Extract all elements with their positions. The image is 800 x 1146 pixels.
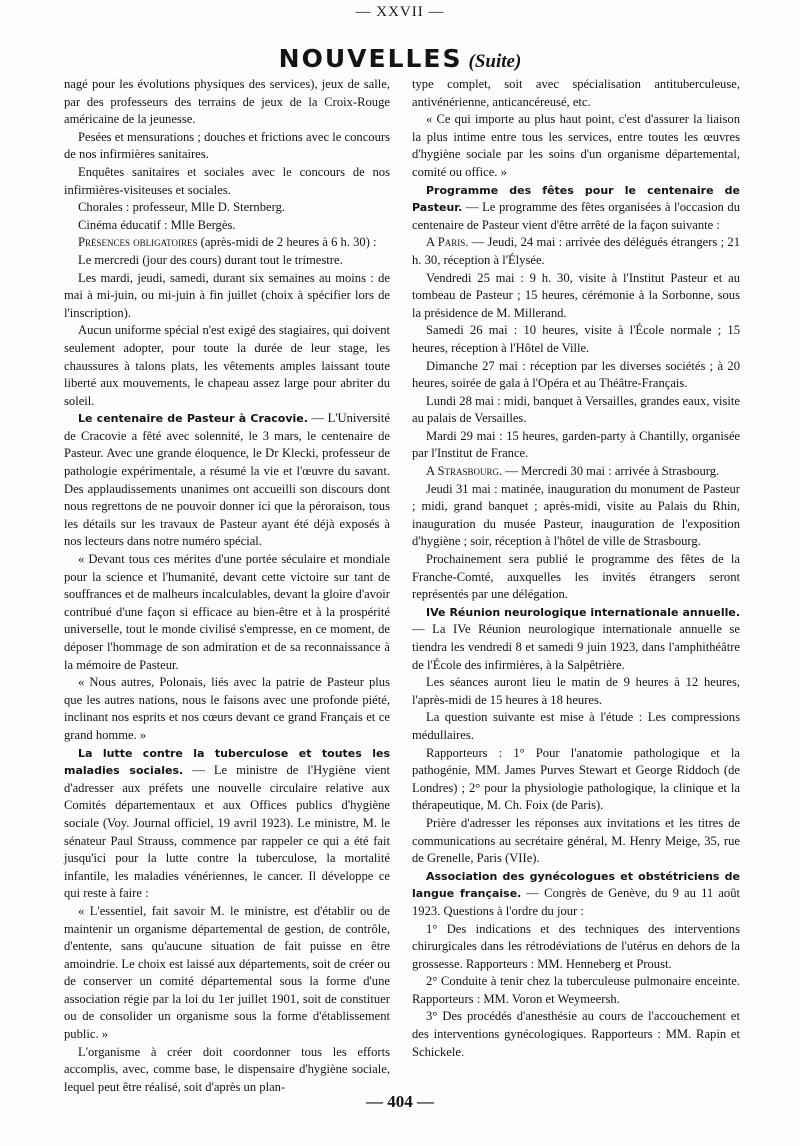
paragraph: Rapporteurs : 1° Pour l'anatomie pathologique et la pathogénie, MM. James Purves Stewart et George Riddoch (de Londres) ; 2° pour la physiologie pathologique, la clinique et la thérapeutique, M. Ch. Foix (de Paris). (412, 745, 740, 813)
news-item-text: — Le programme des fêtes organisées à l'occasion du centenaire de Pasteur vient d'être arrêté de la façon suivante : (412, 200, 740, 232)
paragraph: Prochainement sera publié le programme des fêtes de la Franche-Comté, auxquelles les invités étrangers seront représentés par une délégation. (412, 552, 740, 602)
paragraph: Les mardi, jeudi, samedi, durant six semaines au moins : de mai à mi-juin, ou mi-juin à fin juillet (choix à spécifier lors de l'inscription). (64, 270, 390, 320)
news-item-text: — La IVe Réunion neurologique internationale annuelle se tiendra les vendredi 8 et samedi 9 juin 1923, dans l'amphithéâtre de l'École des infirmières, à la Salpêtrière. (412, 622, 740, 672)
paragraph: Chorales : professeur, Mlle D. Sternberg. (78, 200, 286, 215)
news-item (64, 745, 390, 903)
paragraph: Dimanche 27 mai : réception par les diverses sociétés ; à 20 heures, soirée de gala à l'Opéra et au Théâtre-Français. (412, 358, 740, 391)
paragraph: Mardi 29 mai : 15 heures, garden-party à Chantilly, organisée par l'Institut de France. (412, 428, 740, 461)
section-title (0, 44, 800, 78)
news-item-text: — Le ministre de l'Hygiène vient d'adresser aux préfets une nouvelle circulaire relative aux Comités départementaux et aux Offices publics d'hygiène sociale (Voy. Journal officiel, 19 avril 1923). Le ministre, M. le sénateur Paul Strauss, commence par rappeler ce qui a été fait jusqu'ici pour la lutte contre la tuberculose, la mortalité infantile, les maladies vénériennes, le cancer. Il développe ce qui reste à faire : (64, 763, 390, 901)
inline-heading: Présences obligatoires (78, 235, 198, 250)
paragraph: Vendredi 25 mai : 9 h. 30, visite à l'Institut Pasteur et au tombeau de Pasteur ; 15 heures, cérémonie à la Sorbonne, sous la présidence de M. Millerand. (412, 270, 740, 320)
paragraph (412, 463, 740, 481)
quote-paragraph: « Devant tous ces mérites d'une portée séculaire et mondiale pour la science et l'humanité, devant cette victoire sur tant de souffrances et de malheurs incalculables, devant la gloire d'avoir contribué d'une façon si efficace au bien-être et à la prospérité universelle, tout le monde civilisé s'empresse, en ce moment, de déposer l'hommage de son admiration et de sa reconnaissance à la mémoire de Pasteur. (64, 552, 390, 672)
news-item-heading: Association des gynécologues et obstétriciens de langue française. (412, 869, 740, 901)
paragraph: type complet, soit avec spécialisation antituberculeuse, antivénérienne, anticancéreusé, etc. (412, 77, 740, 109)
news-item-heading: Le centenaire de Pasteur à Cracovie. (78, 412, 308, 426)
paragraph: Pesées et mensurations ; douches et frictions avec le concours de nos infirmières sanitaires. (64, 129, 390, 162)
paragraph-text: — Jeudi, 24 mai : arrivée des délégués étrangers ; 21 h. 30, réception à l'Élysée. (412, 235, 740, 267)
paragraph: Le mercredi (jour des cours) durant tout le trimestre. (78, 252, 343, 267)
news-item (64, 410, 390, 551)
news-item (412, 604, 740, 674)
title-suite: (Suite) (468, 51, 522, 72)
quote-paragraph: « Ce qui importe au plus haut point, c'est d'assurer la liaison la plus intime entre tous les services, entre toutes les œuvres d'hygiène sociale par les soins d'un organisme départemental, comité ou office. » (412, 112, 740, 179)
right-column (412, 76, 740, 1086)
city-label: A Paris. (426, 235, 469, 250)
paragraph: 1° Des indications et des techniques des interventions chirurgicales dans les rétrodéviations de l'utérus en dehors de la grossesse. Rapporteurs : MM. Henneberg et Proust. (412, 921, 740, 971)
paragraph: Jeudi 31 mai : matinée, inauguration du monument de Pasteur ; midi, grand banquet ; après-midi, visite au Palais du Rhin, inauguration du musée Pasteur, inauguration de l'exposition d'hygiène ; soir, réception à l'hôtel de ville de Strasbourg. (412, 481, 740, 549)
news-item-heading: IVe Réunion neurologique internationale annuelle. (426, 605, 740, 619)
page-number: — 404 — (366, 1092, 434, 1111)
title-text: NOUVELLES (278, 44, 463, 73)
paragraph-text: — Mercredi 30 mai : arrivée à Strasbourg. (502, 464, 720, 479)
paragraph: Enquêtes sanitaires et sociales avec le concours de nos infirmières-visiteuses et sociales. (64, 164, 390, 197)
paragraph: nagé pour les évolutions physiques des services), jeux de salle, par des professeurs des terrains de jeux de la Croix-Rouge américaine de la jeunesse. (64, 77, 390, 127)
news-item (412, 182, 740, 235)
news-item (412, 868, 740, 921)
paragraph (412, 234, 740, 269)
city-label: A Strasbourg. (426, 464, 503, 479)
paragraph (64, 234, 390, 252)
paragraph: Lundi 28 mai : midi, banquet à Versailles, grandes eaux, visite au palais de Versailles. (412, 393, 740, 426)
left-column (64, 76, 391, 1094)
news-item-text: — L'Université de Cracovie a fêté avec solennité, le 3 mars, le centenaire de Pasteur. Avec une grande éloquence, le Dr Klecki, professeur de pathologie expérimentale, a résumé la vie et l'œuvre du savant. Des applaudissements unanimes ont accueilli son discours dont nous regrettons de ne pouvoir donner ici que la péroraison, tous les détails sur les travaux de Pasteur ayant été déjà exposés à nos lecteurs dans notre numéro spécial. (64, 411, 391, 549)
paragraph: La question suivante est mise à l'étude : Les compressions médullaires. (412, 710, 740, 742)
roman-page-numeral: — XXVII — (355, 4, 445, 20)
paragraph: Aucun uniforme spécial n'est exigé des stagiaires, qui doivent seulement adopter, pour toute la durée de leur stage, les chaussures à talons plats, les vêtements amples laissant toute liberté aux mouvements, le chapeau assez large pour abriter du soleil. (64, 323, 390, 408)
quote-paragraph: « Nous autres, Polonais, liés avec la patrie de Pasteur plus que les autres nations, nous le faisons avec une profonde piété, inclinant nos esprits et nos cœurs devant ce grand Français et ce grand homme. » (64, 675, 390, 742)
paragraph: 2° Conduite à tenir chez la tuberculeuse pulmonaire enceinte. Rapporteurs : MM. Voron et Weymeersh. (412, 974, 740, 1006)
paragraph: Prière d'adresser les réponses aux invitations et les titres de communications au secrétaire général, M. Henry Meige, 35, rue de Grenelle, Paris (VIIe). (412, 815, 740, 866)
quote-paragraph: « L'essentiel, fait savoir M. le ministre, est d'établir ou de maintenir un organisme départemental de gestion, de contrôle, d'entente, sans qu'aucune situation de fait puisse en être amoindrie. Le choix est laissé aux départements, soit de créer ou de conserver un comité départemental sous la forme d'une association régie par la loi du 1er juillet 1901, soit de constituer ou de consolider un organisme sous la forme d'établissement public. » (64, 903, 390, 1042)
news-item-text: — Congrès de Genève, du 9 au 11 août 1923. Questions à l'ordre du jour : (412, 886, 741, 918)
news-item-heading: La lutte contre la tuberculose et toutes les maladies sociales. (64, 746, 390, 778)
paragraph-text: (après-midi de 2 heures à 6 h. 30) : (197, 235, 377, 250)
paragraph: 3° Des procédés d'anesthésie au cours de l'accouchement et des interventions gynécologiques. Rapporteurs : MM. Rapin et Schickele. (412, 1009, 740, 1059)
paragraph: Les séances auront lieu le matin de 9 heures à 12 heures, l'après-midi de 15 heures à 18 heures. (412, 675, 740, 707)
paragraph: L'organisme à créer doit coordonner tous les efforts accomplis, avec, comme base, le dispensaire d'hygiène sociale, lequel peut être réalisé, soit d'après un plan- (64, 1044, 390, 1094)
paragraph: Samedi 26 mai : 10 heures, visite à l'École normale ; 15 heures, réception à l'Hôtel de Ville. (412, 323, 740, 355)
news-item-heading: Programme des fêtes pour le centenaire de Pasteur. (412, 183, 740, 215)
paragraph: Cinéma éducatif : Mlle Bergès. (78, 217, 236, 232)
